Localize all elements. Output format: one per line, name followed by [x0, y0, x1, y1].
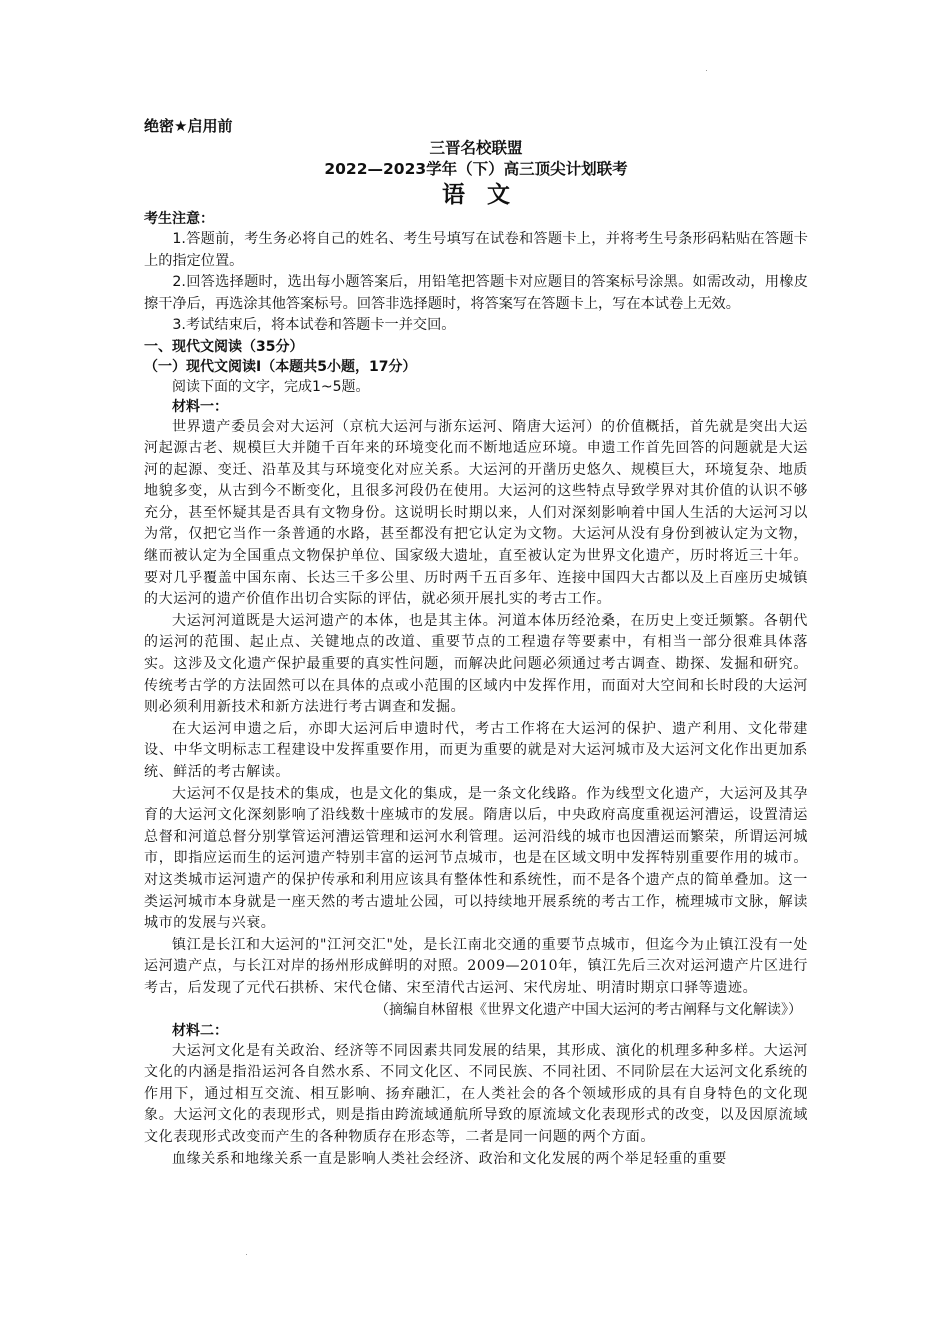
notice-item: 3.考试结束后，将本试卷和答题卡一并交回。 — [172, 317, 456, 333]
notice-item: 1.答题前，考生务必将自己的姓名、考生号填写在试卷和答题卡上，并将考生号条形码粘贴在答题卡上的指定位置。 — [144, 231, 808, 269]
scan-dot — [706, 70, 707, 71]
material1-paragraph: 大运河河道既是大运河遗产的本体，也是其主体。河道本体历经沧桑，在历史上变迁频繁。各朝代的运河的范围、起止点、关键地点的改道、重要节点的工程遗存等要素中，有相当一部分很难具体落实。这涉及文化遗产保护最重要的真实性问题，而解决此问题必须通过考古调查、勘探、发掘和研究。传统考古学的方法固然可以在具体的点或小范围的区域内中发挥作用，而面对大空间和长时段的大运河则必须利用新技术和新方法进行考古调查和发掘。 — [144, 612, 808, 716]
exam-title: 2022—2023学年（下）高三顶尖计划联考 — [324, 160, 628, 178]
notice-title: 考生注意： — [144, 211, 214, 227]
material2-paragraph: 大运河文化是有关政治、经济等不同因素共同发展的结果，其形成、演化的机理多种多样。大运河文化的内涵是指沿运河各自然水系、不同文化区、不同民族、不同社团、不同阶层在大运河文化系统的作用下，通过相互交流、相互影响、扬弃融汇，在人类社会的各个领域形成的具有自身特色的文化现象。大运河文化的表现形式，则是指由跨流域通航所导致的原流域文化表现形式的改变，以及因原流域文化表现形式改变而产生的各种物质存在形态等，二者是同一问题的两个方面。 — [144, 1042, 808, 1145]
material1-paragraph: 在大运河申遗之后，亦即大运河后申遗时代，考古工作将在大运河的保护、遗产利用、文化带建设、中华文明标志工程建设中发挥重要作用，而更为重要的就是对大运河城市及大运河文化作出更加系统、鲜活的考古解读。 — [144, 720, 808, 780]
instruction: 阅读下面的文字，完成1~5题。 — [172, 378, 370, 395]
material2-paragraph: 血缘关系和地缘关系一直是影响人类社会经济、政治和文化发展的两个举足轻重的重要 — [172, 1150, 727, 1167]
material1-paragraph: 镇江是长江和大运河的"江河交汇"处，是长江南北交通的重要节点城市，但迄今为止镇江没有一处运河遗产点，与长江对岸的扬州形成鲜明的对照。2009—2010年，镇江先后三次对运河遗产片区进行考古，后发现了元代石拱桥、宋代仓储、宋至清代古运河、宋代房址、明清时期京口驿等遗迹。 — [144, 936, 808, 996]
section-title: 一、现代文阅读（35分） — [144, 338, 304, 355]
scan-dot — [246, 1254, 247, 1255]
material2-label: 材料二： — [172, 1022, 228, 1039]
material1-paragraph: 世界遗产委员会对大运河（京杭大运河与浙东运河、隋唐大运河）的价值概括，首先就是突出大运河起源古老、规模巨大并随千百年来的环境变化而不断地适应环境。申遗工作首先回答的问题就是大运河的起源、变迁、沿革及其与环境变化对应关系。大运河的开凿历史悠久、规模巨大，环境复杂、地质地貌多变，从古到今不断变化，且很多河段仍在使用。大运河的这些特点导致学界对其价值的认识不够充分，甚至怀疑其是否具有文物身份。这说明长时期以来，人们对深刻影响着中国人生活的大运河习以为常，仅把它当作一条普通的水路，甚至都没有把它认定为文物。大运河从没有身份到被认定为文物，继而被认定为全国重点文物保护单位、国家级大遗址，直至被认定为世界文化遗产，历时将近三十年。要对几乎覆盖中国东南、长达三千多公里、历时两千五百多年、连接中国四大古都以及上百座历史城镇的大运河的遗产价值作出切合实际的评估，就必须开展扎实的考古工作。 — [144, 418, 808, 608]
subsection-title: （一）现代文阅读Ⅰ（本题共5小题，17分） — [144, 358, 417, 375]
notice-item: 2.回答选择题时，选出每小题答案后，用铅笔把答题卡对应题目的答案标号涂黑。如需改动，用橡皮擦干净后，再选涂其他答案标号。回答非选择题时，将答案写在答题卡上，写在本试卷上无效。 — [144, 274, 808, 312]
page-content — [144, 116, 808, 1170]
secret-mark: 绝密★启用前 — [144, 117, 233, 135]
exam-alliance-title: 三晋名校联盟 — [429, 139, 523, 157]
material1-source: （摘编自林留根《世界文化遗产中国大运河的考古阐释与文化解读》） — [375, 1001, 802, 1018]
material1-label: 材料一： — [172, 398, 228, 415]
material1-paragraph: 大运河不仅是技术的集成，也是文化的集成，是一条文化线路。作为线型文化遗产，大运河及其孕育的大运河文化深刻影响了沿线数十座城市的发展。隋唐以后，中央政府高度重视运河漕运，设置清运总督和河道总督分别掌管运河漕运管理和运河水利管理。运河沿线的城市也因漕运而繁荣，所谓运河城市，即指应运而生的运河遗产特别丰富的运河节点城市，也是在区域文明中发挥特别重要作用的城市。对这类城市运河遗产的保护传承和利用应该具有整体性和系统性，而不是各个遗产点的简单叠加。这一类运河城市本身就是一座天然的考古遗址公园，可以持续地开展系统的考古工作，梳理城市文脉，解读城市的发展与兴衰。 — [144, 785, 808, 932]
subject-title: 语文 — [442, 182, 532, 208]
